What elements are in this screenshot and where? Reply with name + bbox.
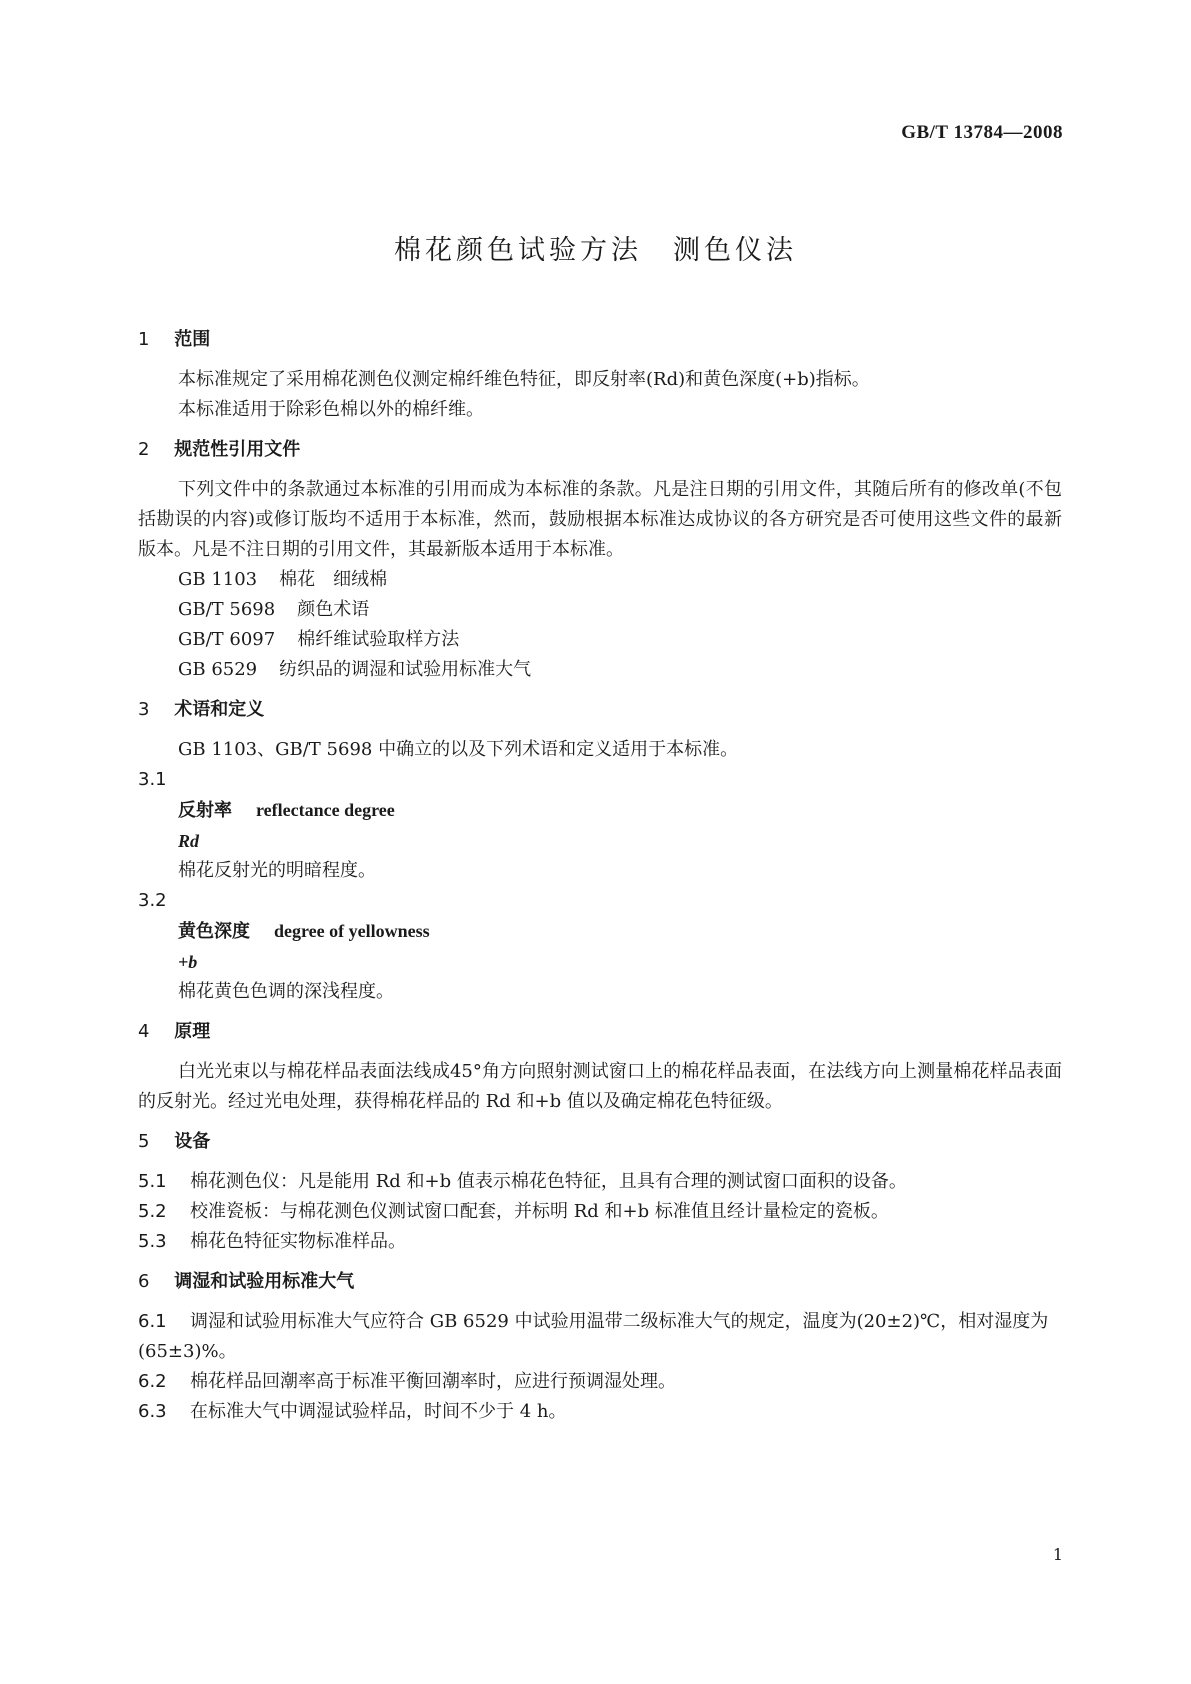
paragraph: 本标准规定了采用棉花测色仪测定棉纤维色特征，即反射率(Rd)和黄色深度(+b)指标。 — [178, 369, 870, 390]
section-heading-atmosphere — [138, 1267, 1062, 1297]
clause-text: 在标准大气中调湿试验样品，时间不少于 4 h。 — [190, 1401, 567, 1422]
section-title: 范围 — [174, 329, 211, 350]
term-zh: 反射率 — [178, 800, 232, 821]
reference-code: GB 1103 — [178, 569, 258, 590]
paragraph: 白光光束以与棉花样品表面法线成45°角方向照射测试窗口上的棉花样品表面，在法线方向上测量棉花样品表面的反射光。经过光电处理，获得棉花样品的 Rd 和+b 值以及确定棉花色特征级。 — [138, 1061, 1062, 1112]
standard-number: GB/T 13784—2008 — [901, 122, 1063, 143]
clause-item — [138, 1227, 1062, 1257]
reference-name: 棉花 细绒棉 — [279, 569, 388, 590]
term-number: 3.1 — [138, 769, 167, 790]
section-title: 设备 — [174, 1131, 211, 1152]
reference-item — [138, 625, 1062, 655]
term-zh: 黄色深度 — [178, 921, 250, 942]
section-heading-terms — [138, 695, 1062, 725]
section-number: 1 — [138, 329, 150, 350]
clause-number: 5.3 — [138, 1231, 167, 1252]
clause-text: 棉花色特征实物标准样品。 — [190, 1231, 406, 1252]
clause-number: 5.2 — [138, 1201, 167, 1222]
section-number: 4 — [138, 1021, 150, 1042]
section-title: 术语和定义 — [174, 699, 265, 720]
clause-item — [138, 1167, 1062, 1197]
clause-text: 校准瓷板：与棉花测色仪测试窗口配套，并标明 Rd 和+b 标准值且经计量检定的瓷板。 — [190, 1201, 889, 1222]
reference-name: 颜色术语 — [297, 599, 370, 620]
section-heading-apparatus — [138, 1127, 1062, 1157]
term-symbol: Rd — [178, 831, 200, 851]
term-symbol: +b — [178, 952, 198, 972]
section-heading-principle — [138, 1017, 1062, 1047]
term-number: 3.2 — [138, 890, 167, 911]
section-title: 调湿和试验用标准大气 — [174, 1271, 355, 1292]
section-title: 规范性引用文件 — [174, 439, 301, 460]
reference-code: GB/T 6097 — [178, 629, 276, 650]
document-title: 棉花颜色试验方法 测色仪法 — [394, 235, 797, 266]
clause-item — [138, 1307, 1062, 1367]
section-heading-normative-references — [138, 435, 1062, 465]
clause-number: 6.3 — [138, 1401, 167, 1422]
reference-item — [138, 655, 1062, 685]
page-number: 1 — [1052, 1545, 1063, 1564]
clause-item — [138, 1197, 1062, 1227]
paragraph: 本标准适用于除彩色棉以外的棉纤维。 — [178, 399, 484, 420]
reference-item — [138, 565, 1062, 595]
clause-number: 6.1 — [138, 1311, 167, 1332]
reference-name: 纺织品的调湿和试验用标准大气 — [279, 659, 532, 680]
section-number: 6 — [138, 1271, 150, 1292]
clause-item — [138, 1397, 1062, 1427]
reference-item — [138, 595, 1062, 625]
clause-text: 棉花测色仪：凡是能用 Rd 和+b 值表示棉花色特征，且具有合理的测试窗口面积的设备。 — [190, 1171, 907, 1192]
clause-text: 调湿和试验用标准大气应符合 GB 6529 中试验用温带二级标准大气的规定，温度为(20±2)℃，相对湿度为(65±3)%。 — [138, 1311, 1049, 1362]
term-heading — [138, 916, 1062, 947]
section-title: 原理 — [174, 1021, 211, 1042]
reference-code: GB/T 5698 — [178, 599, 276, 620]
reference-name: 棉纤维试验取样方法 — [297, 629, 460, 650]
term-definition: 棉花反射光的明暗程度。 — [178, 860, 376, 881]
document-body — [138, 325, 1062, 1427]
section-number: 5 — [138, 1131, 150, 1152]
term-en: degree of yellowness — [274, 921, 430, 941]
reference-code: GB 6529 — [178, 659, 258, 680]
section-heading-scope — [138, 325, 1062, 355]
clause-number: 6.2 — [138, 1371, 167, 1392]
paragraph: 下列文件中的条款通过本标准的引用而成为本标准的条款。凡是注日期的引用文件，其随后所有的修改单(不包括勘误的内容)或修订版均不适用于本标准，然而，鼓励根据本标准达成协议的各方研究是否可使用这些文件的最新版本。凡是不注日期的引用文件，其最新版本适用于本标准。 — [138, 479, 1062, 560]
term-definition: 棉花黄色色调的深浅程度。 — [178, 981, 394, 1002]
section-number: 2 — [138, 439, 150, 460]
paragraph: GB 1103、GB/T 5698 中确立的以及下列术语和定义适用于本标准。 — [178, 739, 739, 760]
clause-number: 5.1 — [138, 1171, 167, 1192]
term-heading — [138, 795, 1062, 826]
term-en: reflectance degree — [256, 800, 395, 820]
clause-text: 棉花样品回潮率高于标准平衡回潮率时，应进行预调湿处理。 — [190, 1371, 676, 1392]
section-number: 3 — [138, 699, 150, 720]
clause-item — [138, 1367, 1062, 1397]
